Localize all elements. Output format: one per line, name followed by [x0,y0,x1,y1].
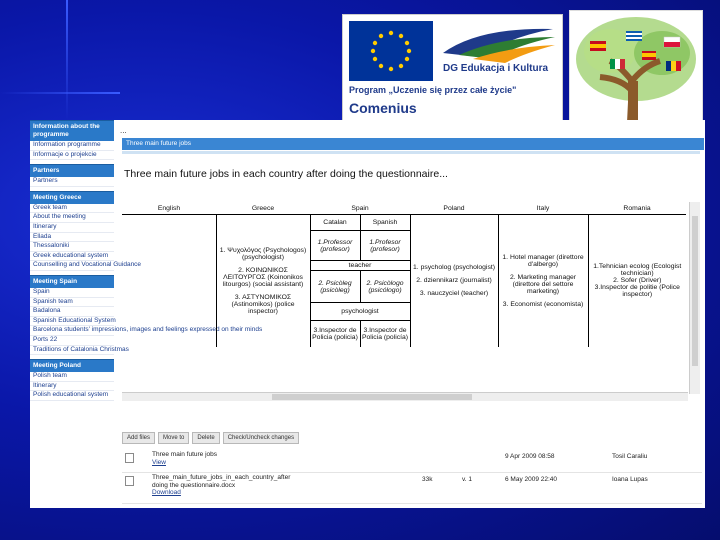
spain-es-job-3: 3.Inspector de Policia (policía) [360,321,410,347]
sidebar-section-header[interactable]: Meeting Spain [30,275,114,288]
flag-tree-image [569,10,703,124]
delete-button[interactable]: Delete [192,432,219,444]
header-romania: Romania [588,202,686,215]
sidebar-section-header[interactable]: Meeting Poland [30,359,114,372]
file-user: Tosil Caraliu [612,453,648,460]
file-version: v. 1 [462,476,472,483]
checkbox-icon[interactable] [125,476,134,486]
spain-sub-catalan: Catalan [310,215,360,231]
dg-text: DG Edukacja i Kultura [443,63,549,74]
check-changes-button[interactable]: Check/Uncheck changes [223,432,299,444]
sidebar-item[interactable]: Informacje o projekcie [30,151,114,161]
program-text: Program „Uczenie się przez całe życie" [349,85,517,95]
file-row[interactable] [122,450,702,473]
header-english: English [122,202,216,215]
sidebar-item[interactable]: Information programme [30,141,114,151]
table-vertical-scrollbar[interactable] [689,202,700,394]
sidebar-item[interactable]: Partners [30,177,114,187]
romania-job-1: 1.Tehnician ecolog (Ecologist technician) [593,263,682,278]
spain-en-job-1: teacher [310,261,410,271]
main-content [118,120,705,508]
eu-flag-icon [349,21,433,81]
file-name: Three main future jobs [152,451,218,458]
decor-line-horizontal [0,92,120,94]
italy-cell [498,215,588,347]
poland-job-1: 1. psycholog (psychologist) [413,264,495,272]
spain-cat-job-2: 2. Psicòleg (psicòleg) [310,271,360,303]
files-toolbar [122,432,299,444]
decor-line-vertical [66,0,68,120]
spain-en-job-2: psychologist [310,303,410,321]
romania-job-3: 3.Inspector de politie (Police inspector) [594,284,680,299]
header-greece: Greece [216,202,310,215]
greece-job-1: 1. Ψυχολόγος (Psychologos) (psychologist) [219,246,307,261]
sidebar-item[interactable]: Traditions of Catalonia Christmas [30,346,114,356]
jobs-heading: Three main future jobs in each country after doing the questionnaire... [124,168,448,180]
jobs-table [122,202,686,347]
sidebar-section-header[interactable]: Partners [30,164,114,177]
file-date: 6 May 2009 22:40 [505,476,558,483]
page-title: ... [120,126,127,135]
add-files-button[interactable]: Add files [122,432,155,444]
file-name: Three_main_future_jobs_in_each_country_after doing the questionnaire.docx [152,474,291,489]
sidebar-item[interactable]: Barcelona students' impressions, images and feelings expressed on their minds [30,326,114,336]
spain-es-job-2: 2. Psicòlogo (psicólogo) [360,271,410,303]
table-horizontal-scrollbar[interactable] [122,392,688,401]
sidebar-item[interactable]: Thessaloniki [30,242,114,252]
file-date: 9 Apr 2009 08:58 [505,453,555,460]
sidebar-item[interactable]: Counselling and Vocational Guidance [30,261,114,271]
file-link[interactable]: Download [152,489,181,496]
file-user: Ioana Lupas [612,476,648,483]
poland-job-3: 3. nauczyciel (teacher) [419,290,489,298]
sidebar-item[interactable]: Polish team [30,372,114,382]
file-link[interactable]: View [152,458,166,466]
file-size: 33k [422,476,433,483]
panel-title: Three main future jobs [122,138,704,150]
header-spain: Spain [310,202,410,215]
checkbox-icon[interactable] [125,453,134,463]
spain-cat-job-1: 1.Professor (profesor) [310,231,360,261]
sidebar-item[interactable]: Ellada [30,233,114,243]
sidebar-item[interactable]: Polish educational system [30,391,114,401]
italy-job-1: 1. Hotel manager (direttore d'albergo) [502,253,584,268]
sidebar-item[interactable]: Itinerary [30,382,114,392]
sidebar-item[interactable]: Itinerary [30,223,114,233]
greece-job-3: 3. ΑΣΤΥΝΟΜΙΚΟΣ (Astinomikos) (police inspector) [231,293,295,315]
header-italy: Italy [498,202,588,215]
website-screenshot [30,120,705,508]
sidebar-item[interactable]: Greek team [30,204,114,214]
italy-job-3: 3. Economist (economista) [502,300,584,308]
sidebar-item[interactable]: Spain [30,288,114,298]
sidebar-item[interactable]: Ports 22 [30,336,114,346]
greece-job-2: 2. ΚΟΙΝΩΝΙΚΟΣ ΛΕΙΤΟΥΡΓΟΣ (Koinonikos litourgos) (social assistant) [222,266,304,288]
files-list [122,450,702,504]
move-to-button[interactable]: Move to [158,432,189,444]
italy-job-2: 2. Marketing manager (direttore del settore marketing) [509,273,577,295]
spain-sub-spanish: Spanish [360,215,410,231]
sidebar-item[interactable]: Greek educational system [30,252,114,262]
romania-job-2: 2. Sofer (Driver) [613,277,662,285]
sidebar-item[interactable]: Badalona [30,307,114,317]
sidebar-item[interactable]: Spanish Educational System [30,317,114,327]
poland-cell [410,215,498,347]
poland-job-2: 2. dziennikarz (journalist) [416,277,492,285]
romania-cell [588,215,686,347]
spain-cat-job-3: 3.Inspector de Policia (policia) [310,321,360,347]
english-cell [122,215,216,347]
file-row[interactable] [122,473,702,504]
dg-comenius-logo [342,14,563,121]
header-poland: Poland [410,202,498,215]
spain-es-job-1: 1.Profesor (profesor) [360,231,410,261]
sidebar-section-header[interactable]: Meeting Greece [30,191,114,204]
sidebar-item[interactable]: About the meeting [30,213,114,223]
sidebar-item[interactable]: Spanish team [30,298,114,308]
comenius-text: Comenius [349,100,417,116]
sidebar-section-header[interactable]: Information about the programme [30,120,114,141]
panel-divider [122,151,700,154]
greece-cell [216,215,310,347]
